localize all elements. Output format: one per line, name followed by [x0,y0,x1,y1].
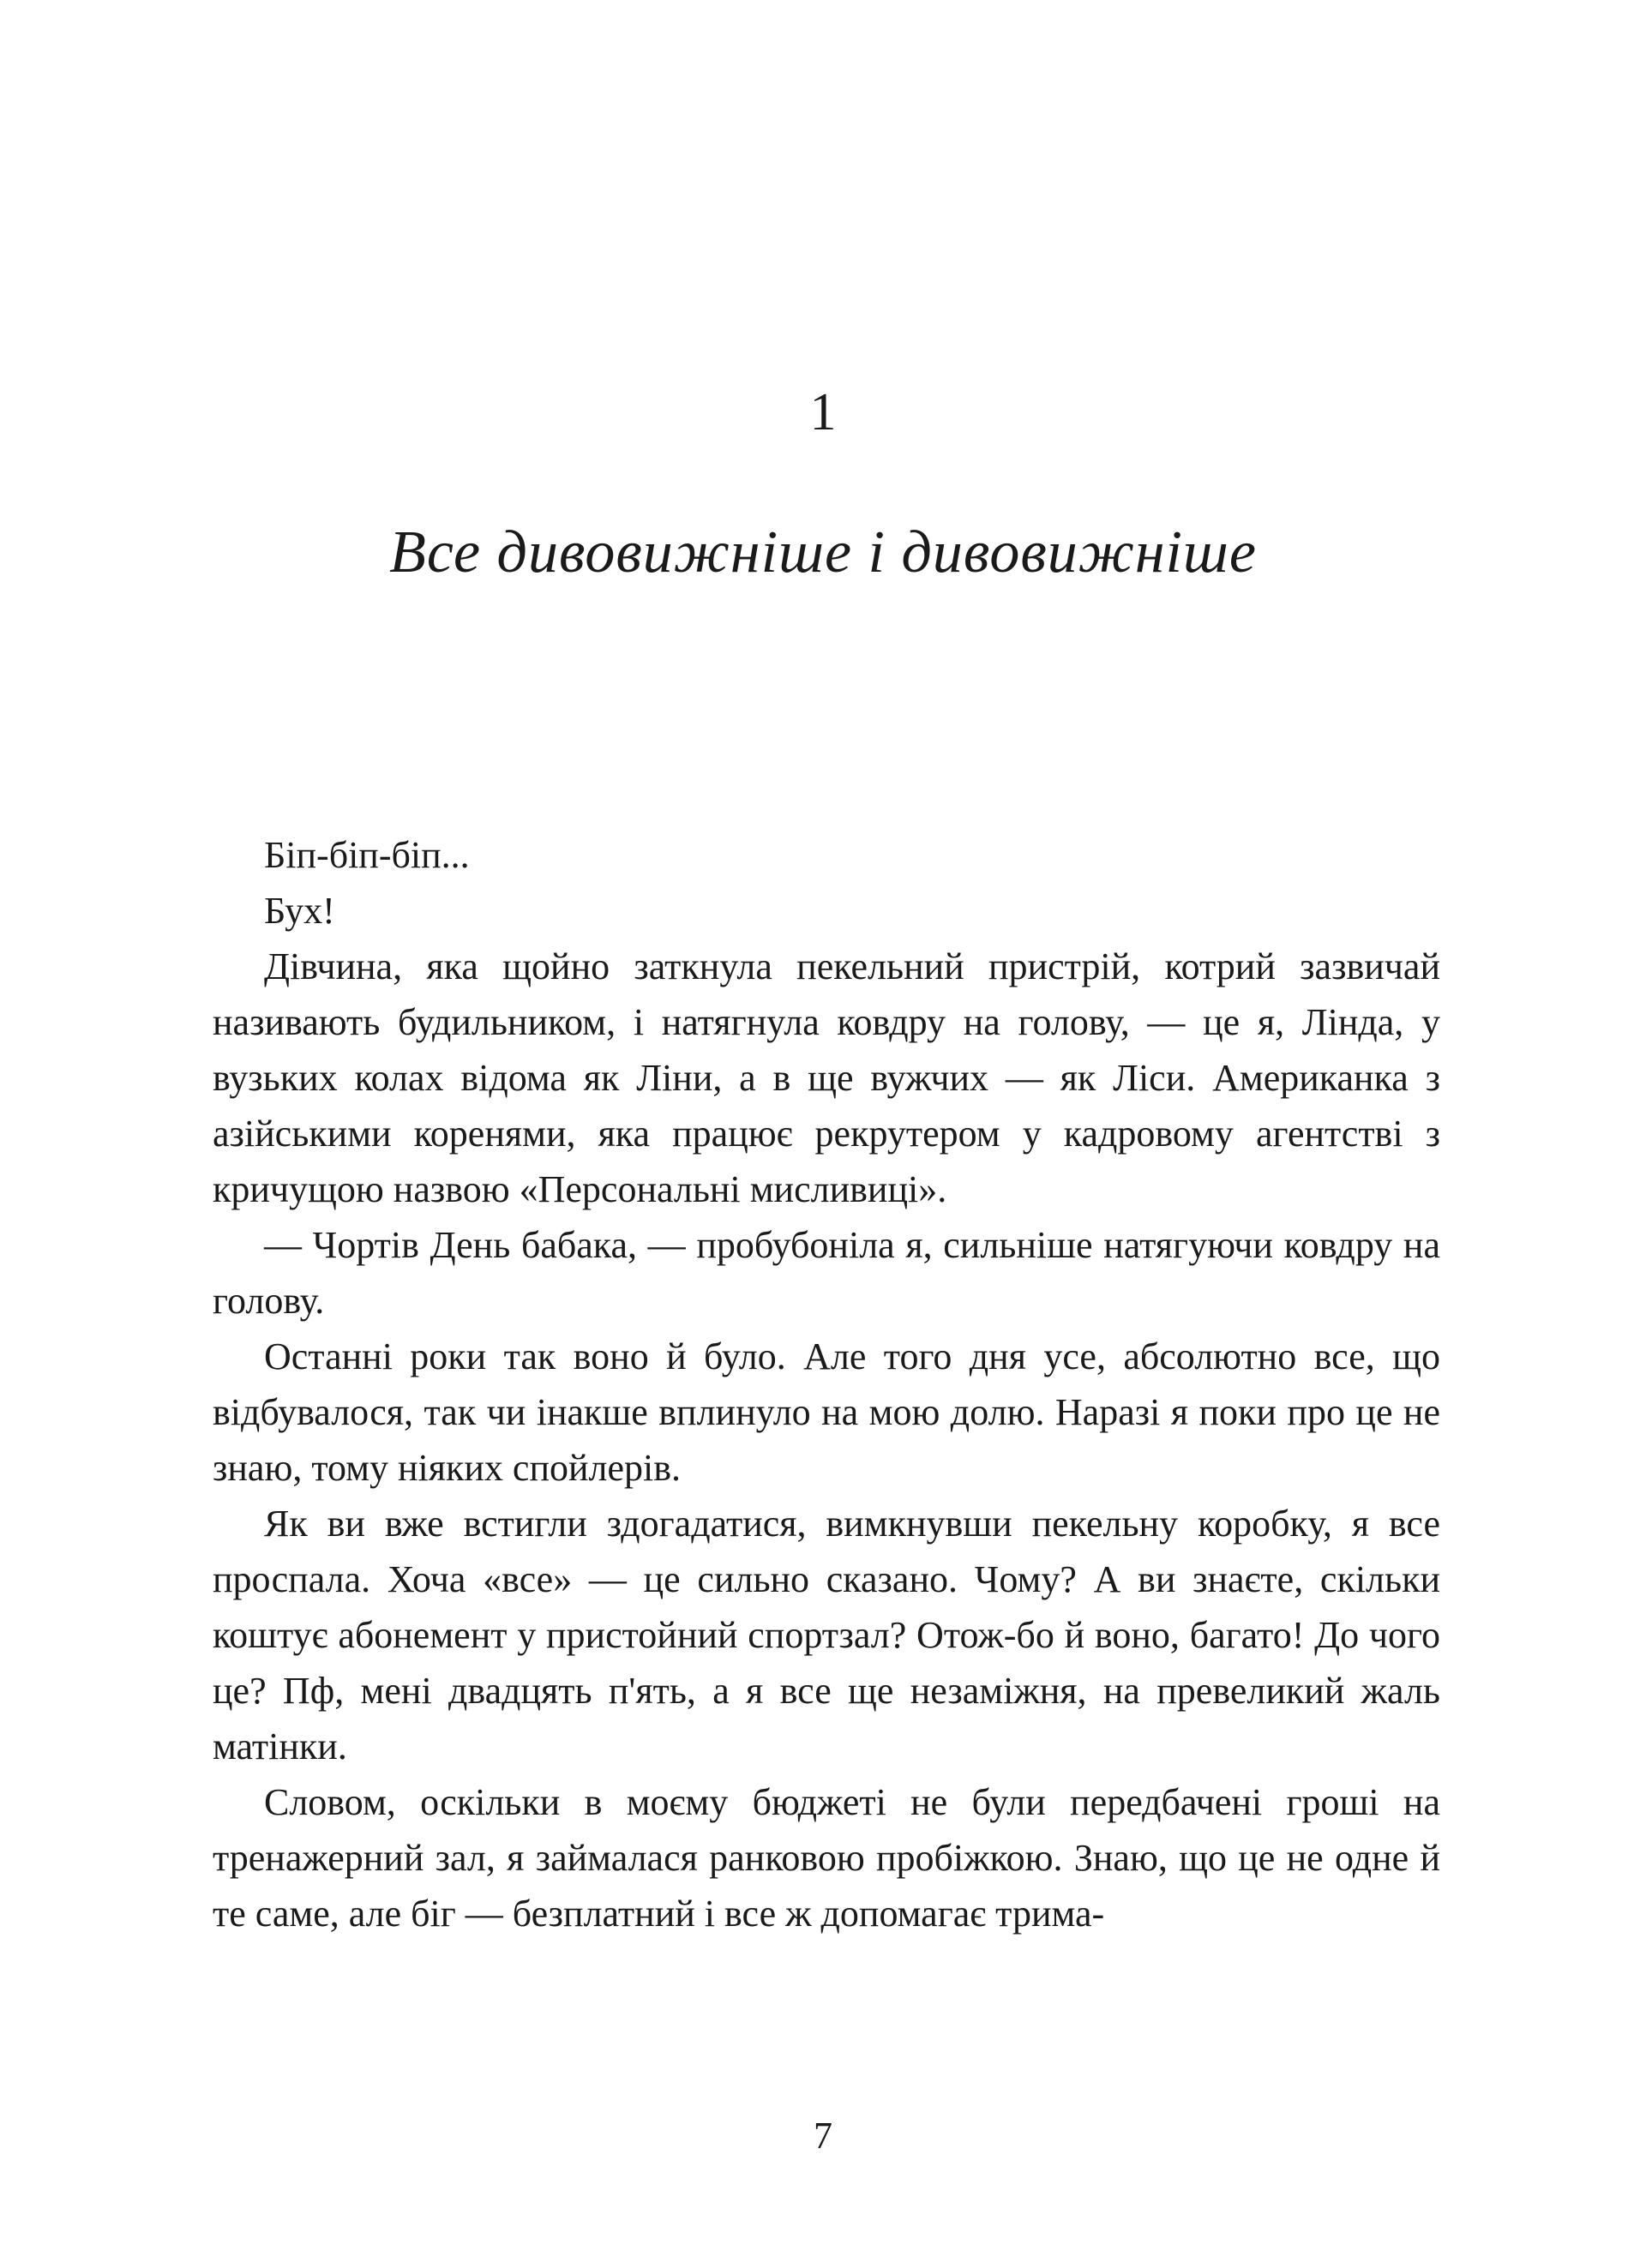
paragraph: Біп-біп-біп... [264,834,470,876]
chapter-title: Все дивовижніше і дивовижніше [389,519,1257,585]
page-number: 7 [814,2115,832,2157]
chapter-number: 1 [809,383,837,441]
paragraph: Останні роки так воно й було. Але того дня усе, абсолютно все, що відбувалося, так чи інакше вплинуло на мою долю. Наразі я поки про це не знаю, тому ніяких спойлерів. [213,1335,1440,1489]
paragraph: Дівчина, яка щойно заткнула пекельний пристрій, котрий зазвичай називають будильником, і натягнула ковдру на голову, — це я, Лінда, у вузьких колах відома як Ліни, а в ще вужчих — як Ліси. Американка з азійськими коренями, яка працює рекрутером у кадровому агентстві з кричущою назвою «Персональні мисливиці». [213,945,1440,1210]
paragraph: Бух! [264,890,335,932]
paragraph: Як ви вже встигли здогадатися, вимкнувши пекельну коробку, я все проспала. Хоча «все» — це сильно сказано. Чому? А ви знаєте, скільки коштує абонемент у пристойний спортзал? Отож-бо й воно, багато! До чого це? Пф, мені двадцять п'ять, а я все ще незаміжня, на превеликий жаль матінки. [213,1503,1440,1767]
paragraph: Словом, оскільки в моєму бюджеті не були передбачені гроші на тренажерний зал, я займалася ранковою пробіжкою. Знаю, що це не одне й те саме, але біг — безплатний і все ж допомагає трима- [213,1781,1440,1935]
paragraph: — Чортів День бабака, — пробубоніла я, сильніше натягуючи ковдру на голову. [213,1224,1440,1322]
chapter-body [213,827,1440,1941]
